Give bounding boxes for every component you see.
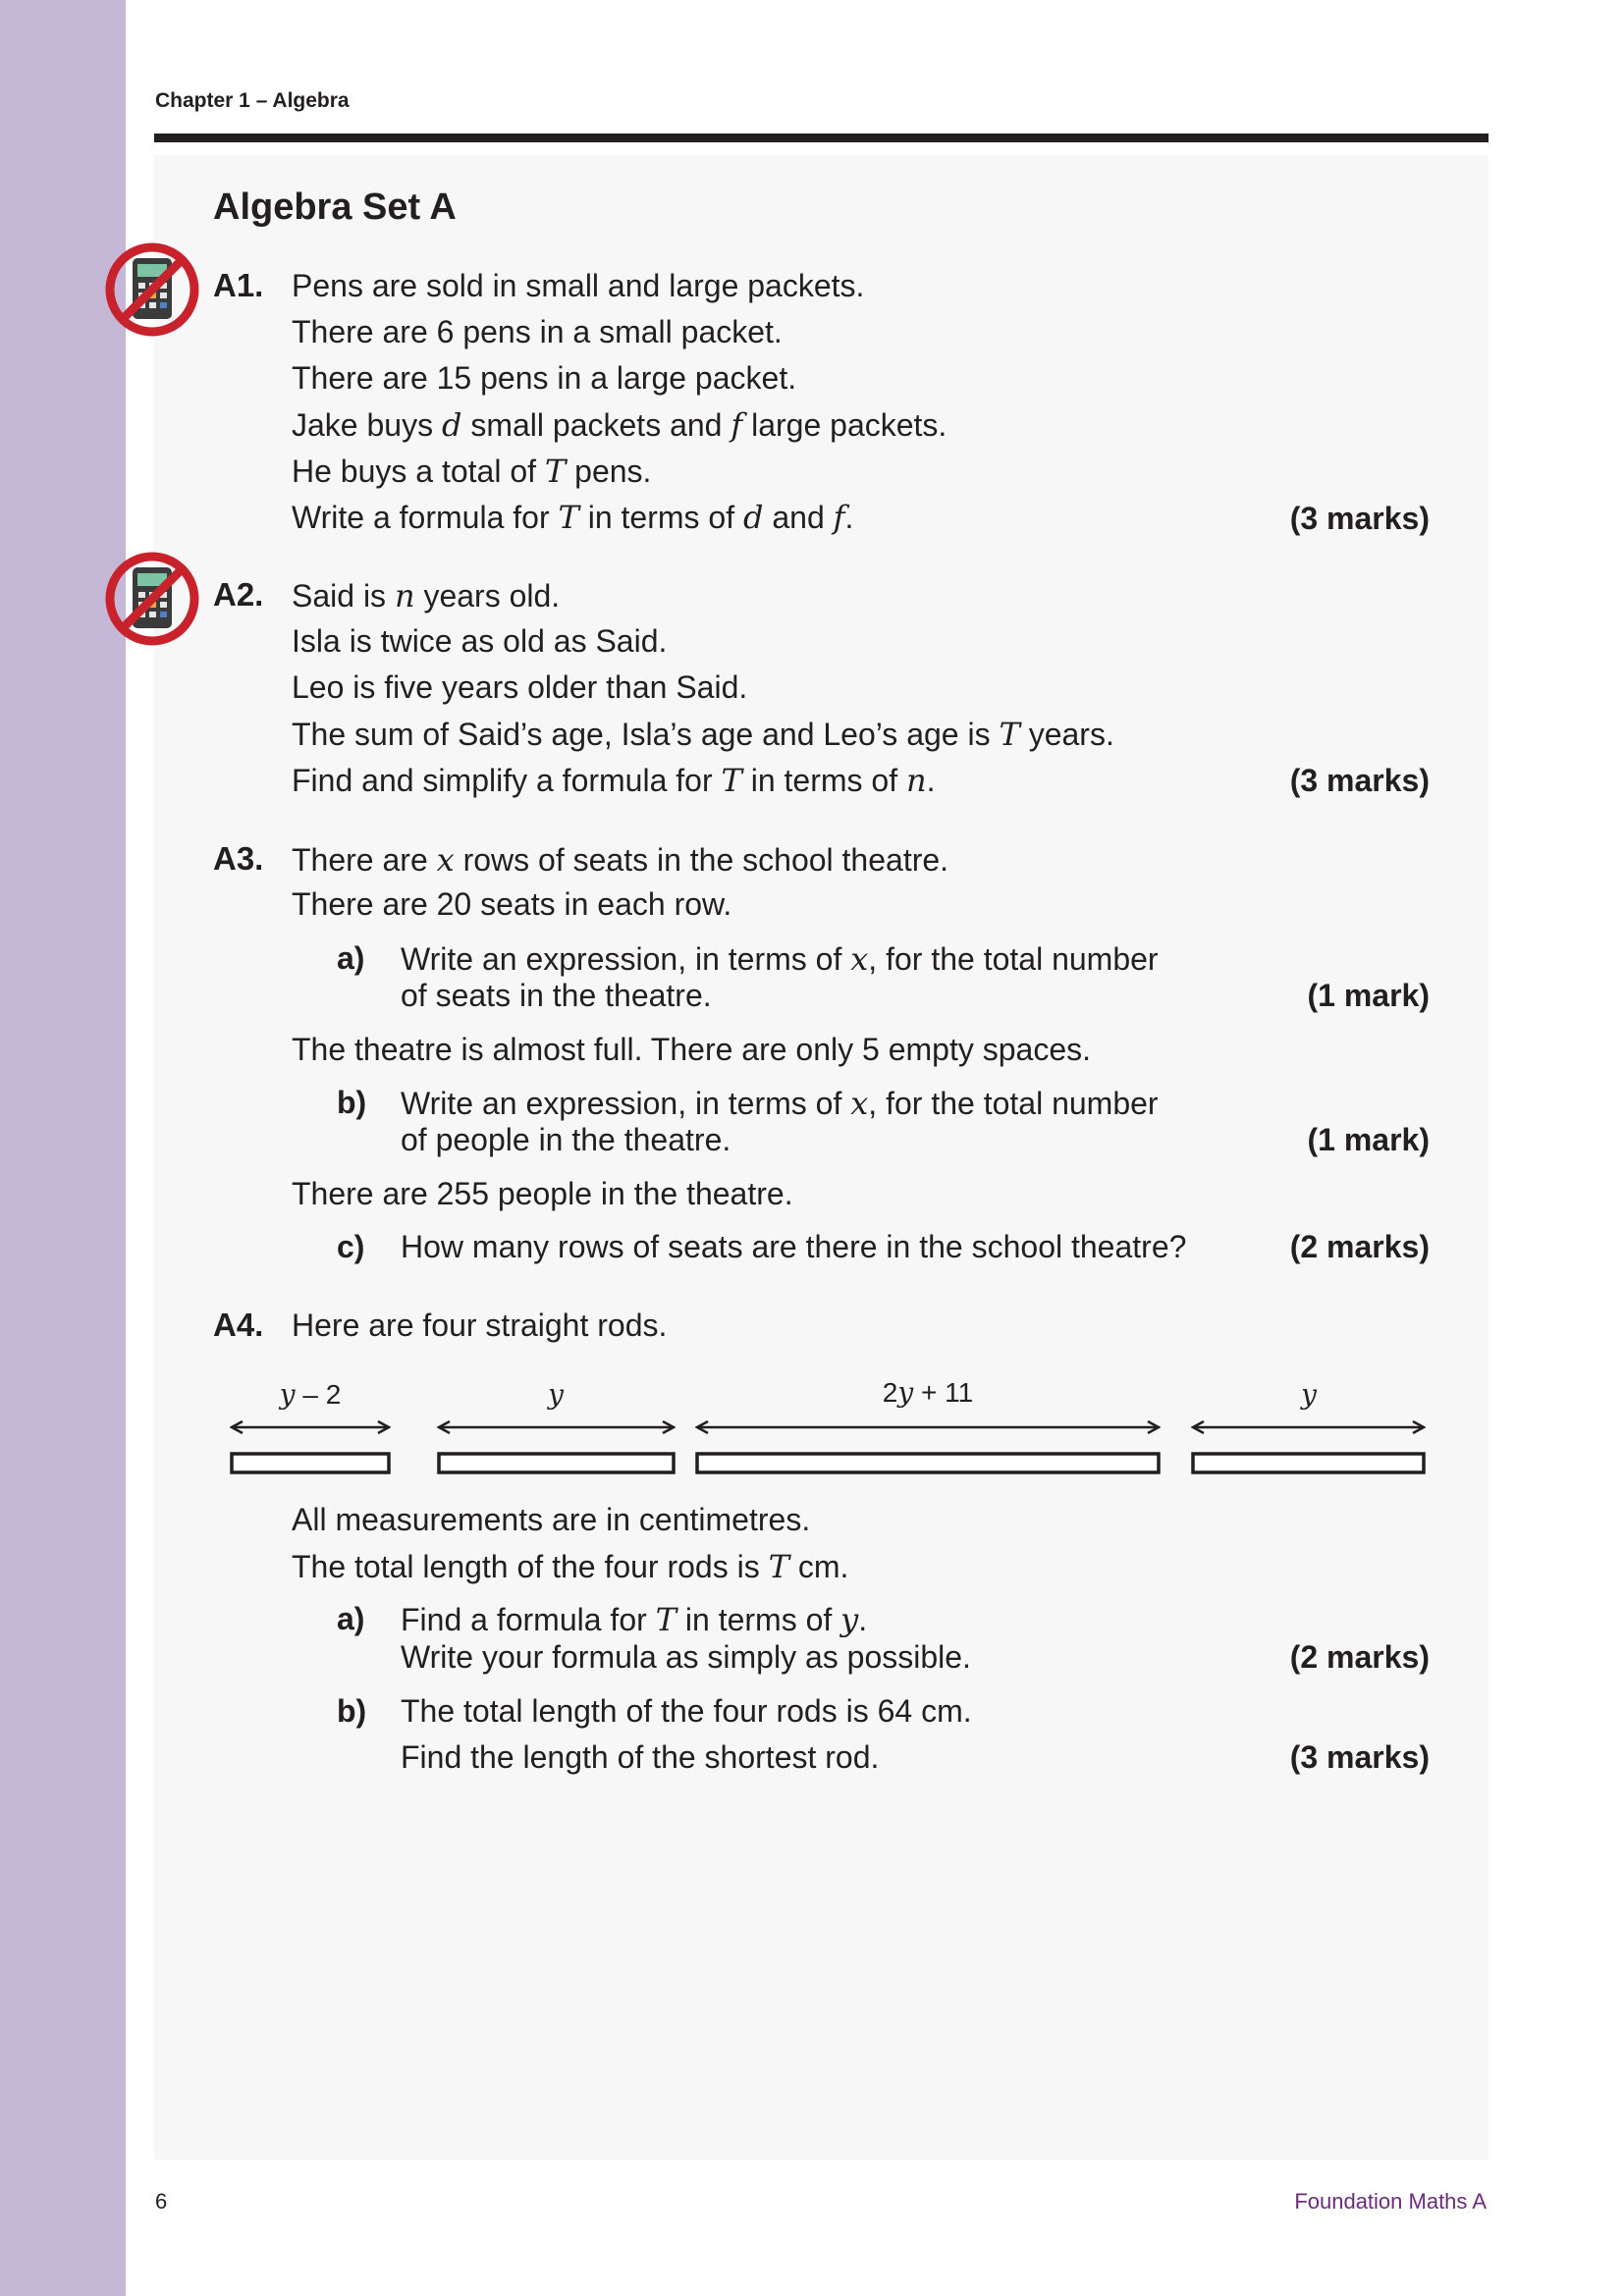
a1-line-6: Write a formula for T in terms of d and f. (292, 499, 854, 536)
a3-part-c-line-1: How many rows of seats are there in the school theatre? (401, 1229, 1187, 1264)
question-number-a4: A4. (213, 1307, 264, 1343)
a4-part-a-marks: (2 marks) (1289, 1639, 1430, 1675)
book-title: Foundation Maths A (1294, 2189, 1487, 2214)
page-number: 6 (155, 2189, 168, 2214)
rod-3-bar (697, 1454, 1159, 1472)
side-color-band (0, 0, 126, 2296)
a3-part-b-label: b) (337, 1085, 367, 1120)
no-calculator-icon (103, 550, 201, 648)
a3-middle-line-1: The theatre is almost full. There are only 5 empty spaces. (292, 1032, 1092, 1067)
a2-line-1: Said is n years old. (292, 577, 561, 614)
a1-marks: (3 marks) (1289, 501, 1430, 536)
a2-marks: (3 marks) (1289, 763, 1430, 798)
question-number-a1: A1. (213, 267, 264, 303)
question-number-a2: A2. (213, 576, 264, 613)
rod-4-label: y (1301, 1378, 1317, 1411)
a4-part-a-line-1: Find a formula for T in terms of y. (401, 1601, 868, 1638)
rod-3 (697, 1376, 1159, 1472)
header-rule (154, 133, 1489, 142)
a3-line-2: There are 20 seats in each row. (292, 886, 732, 922)
a3-part-b-line-2: of people in the theatre. (401, 1122, 731, 1157)
rod-2 (439, 1378, 674, 1472)
chapter-running-head: Chapter 1 – Algebra (155, 89, 350, 112)
a4-intro: Here are four straight rods. (292, 1308, 668, 1343)
a3-middle-line-2: There are 255 people in the theatre. (292, 1176, 793, 1211)
rods-diagram (0, 1369, 1624, 1487)
a4-part-b-label: b) (337, 1693, 367, 1729)
a4-part-b-marks: (3 marks) (1289, 1739, 1430, 1775)
a2-line-3: Leo is five years older than Said. (292, 669, 748, 705)
a2-line-2: Isla is twice as old as Said. (292, 623, 668, 659)
a4-part-b-line-1: The total length of the four rods is 64 cm. (401, 1693, 972, 1729)
a2-line-4: The sum of Said’s age, Isla’s age and Leo’s age is T years. (292, 716, 1114, 753)
a1-line-4: Jake buys d small packets and f large packets. (292, 406, 947, 444)
a1-line-5: He buys a total of T pens. (292, 453, 652, 490)
a4-line-2: The total length of the four rods is T cm. (292, 1548, 849, 1585)
no-calculator-icon (103, 240, 201, 339)
rod-4-bar (1193, 1454, 1424, 1472)
rod-2-bar (439, 1454, 674, 1472)
a4-part-b-line-2: Find the length of the shortest rod. (401, 1739, 880, 1775)
a1-line-2: There are 6 pens in a small packet. (292, 314, 783, 349)
a3-part-a-marks: (1 mark) (1307, 978, 1430, 1013)
rod-1-bar (232, 1454, 389, 1472)
a4-part-a-line-2: Write your formula as simply as possible. (401, 1639, 971, 1675)
a2-line-5: Find and simplify a formula for T in terms of n. (292, 762, 936, 799)
a3-part-b-line-1: Write an expression, in terms of x, for the total number (401, 1085, 1159, 1122)
rod-3-label: 2y + 11 (882, 1376, 974, 1409)
rod-2-label: y (548, 1378, 564, 1411)
a4-line-1: All measurements are in centimetres. (292, 1502, 811, 1537)
a3-part-c-marks: (2 marks) (1289, 1229, 1430, 1264)
a3-part-c-label: c) (337, 1229, 365, 1264)
a3-line-1: There are x rows of seats in the school theatre. (292, 841, 949, 879)
a3-part-b-marks: (1 mark) (1307, 1122, 1430, 1157)
a3-part-a-line-2: of seats in the theatre. (401, 978, 712, 1013)
a1-line-3: There are 15 pens in a large packet. (292, 360, 797, 396)
a3-part-a-label: a) (337, 940, 365, 976)
rod-4 (1193, 1378, 1424, 1472)
a4-part-a-label: a) (337, 1601, 365, 1636)
a3-part-a-line-1: Write an expression, in terms of x, for the total number (401, 940, 1159, 978)
a1-line-1: Pens are sold in small and large packets. (292, 268, 865, 303)
set-title: Algebra Set A (213, 187, 457, 228)
question-number-a3: A3. (213, 840, 264, 877)
rod-1 (232, 1378, 389, 1472)
rod-1-label: y – 2 (279, 1378, 342, 1411)
